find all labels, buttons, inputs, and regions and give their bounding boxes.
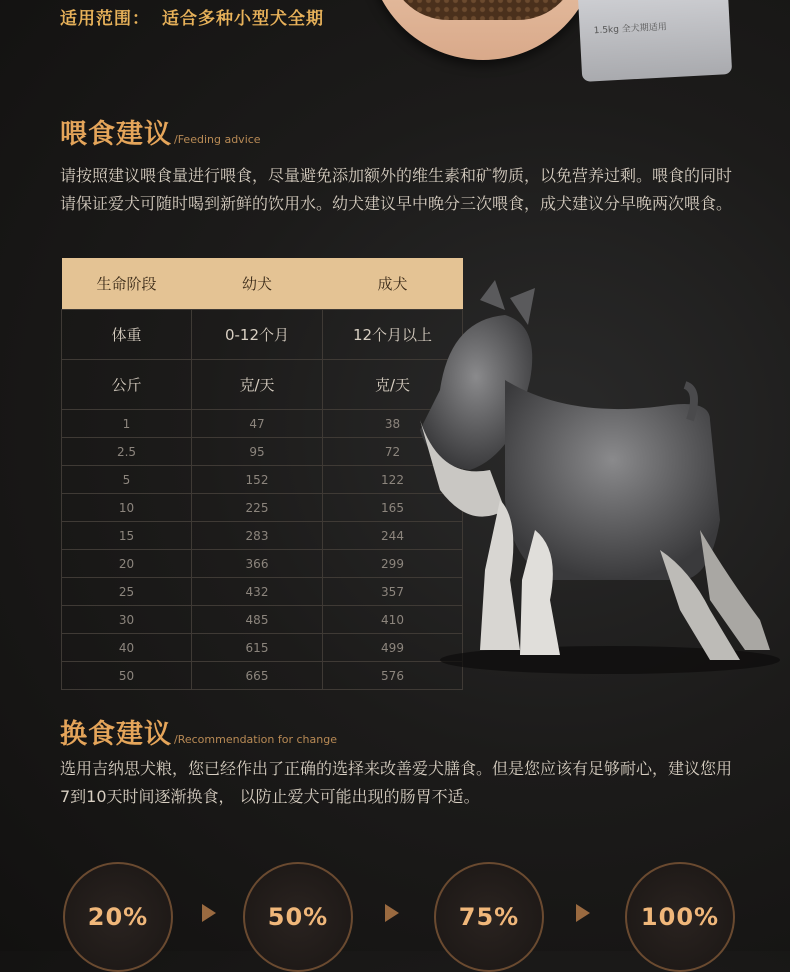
table-cell: 485 (192, 606, 323, 634)
table-cell: 283 (192, 522, 323, 550)
feeding-subtitle: /Feeding advice (174, 133, 261, 146)
table-cell: 12个月以上 (323, 310, 463, 360)
table-cell: 432 (192, 578, 323, 606)
table-row (62, 634, 463, 662)
table-cell: 410 (323, 606, 463, 634)
table-cell: 克/天 (323, 360, 463, 410)
scope-line (60, 4, 324, 29)
step-circle-1: 20% (63, 862, 173, 972)
feeding-title-text: 喂食建议 (60, 119, 172, 150)
table-cell: 25 (62, 578, 192, 606)
table-cell: 20 (62, 550, 192, 578)
table-cell: 357 (323, 578, 463, 606)
table-cell: 公斤 (62, 360, 192, 410)
table-cell: 576 (323, 662, 463, 690)
change-subtitle: /Recommendation for change (174, 733, 337, 746)
table-row (62, 438, 463, 466)
table-row (62, 662, 463, 690)
feeding-text: 请按照建议喂食量进行喂食，尽量避免添加额外的维生素和矿物质，以免营养过剩。喂食的同时请保证爱犬可随时喝到新鲜的饮用水。幼犬建议早中晚分三次喂食，成犬建议分早晚两次喂食。 (60, 166, 733, 213)
table-row (62, 494, 463, 522)
table-cell: 体重 (62, 310, 192, 360)
table-cell: 47 (192, 410, 323, 438)
table-cell: 40 (62, 634, 192, 662)
schnauzer-dog-image (410, 280, 790, 680)
scope-value: 适合多种小型犬全期 (162, 9, 324, 29)
table-header: 成犬 (323, 258, 463, 310)
table-cell: 克/天 (192, 360, 323, 410)
table-cell: 499 (323, 634, 463, 662)
table-cell: 1 (62, 410, 192, 438)
table-row (62, 578, 463, 606)
feeding-title (60, 112, 261, 151)
table-cell: 366 (192, 550, 323, 578)
arrow-right-icon (576, 904, 590, 922)
table-cell: 0-12个月 (192, 310, 323, 360)
step-circle-3: 75% (434, 862, 544, 972)
table-row (62, 550, 463, 578)
change-title (60, 712, 337, 751)
table-cell: 95 (192, 438, 323, 466)
scope-label: 适用范围： (60, 9, 150, 29)
table-cell: 2.5 (62, 438, 192, 466)
table-header: 幼犬 (192, 258, 323, 310)
arrow-right-icon (385, 904, 399, 922)
food-bag-label: 1.5kg 全犬期适用 (593, 22, 668, 37)
table-cell: 244 (323, 522, 463, 550)
table-cell: 10 (62, 494, 192, 522)
weight-row (62, 310, 463, 360)
feeding-table (61, 258, 463, 690)
arrow-right-icon (202, 904, 216, 922)
table-cell: 665 (192, 662, 323, 690)
table-header-row (62, 258, 463, 310)
table-row (62, 410, 463, 438)
table-cell: 5 (62, 466, 192, 494)
step-circle-2: 50% (243, 862, 353, 972)
table-cell: 152 (192, 466, 323, 494)
table-cell: 615 (192, 634, 323, 662)
table-row (62, 606, 463, 634)
table-row (62, 522, 463, 550)
step-circle-4: 100% (625, 862, 735, 972)
table-cell: 15 (62, 522, 192, 550)
table-cell: 225 (192, 494, 323, 522)
table-cell: 30 (62, 606, 192, 634)
table-header: 生命阶段 (62, 258, 192, 310)
table-cell: 165 (323, 494, 463, 522)
change-text: 选用吉纳思犬粮，您已经作出了正确的选择来改善爱犬膳食。但是您应该有足够耐心，建议您用7到10天时间逐渐换食， 以防止爱犬可能出现的肠胃不适。 (60, 759, 733, 806)
unit-row (62, 360, 463, 410)
table-row (62, 466, 463, 494)
table-cell: 122 (323, 466, 463, 494)
table-cell: 50 (62, 662, 192, 690)
table-cell: 299 (323, 550, 463, 578)
table-cell: 38 (323, 410, 463, 438)
table-cell: 72 (323, 438, 463, 466)
food-bag (578, 0, 732, 82)
change-title-text: 换食建议 (60, 719, 172, 750)
